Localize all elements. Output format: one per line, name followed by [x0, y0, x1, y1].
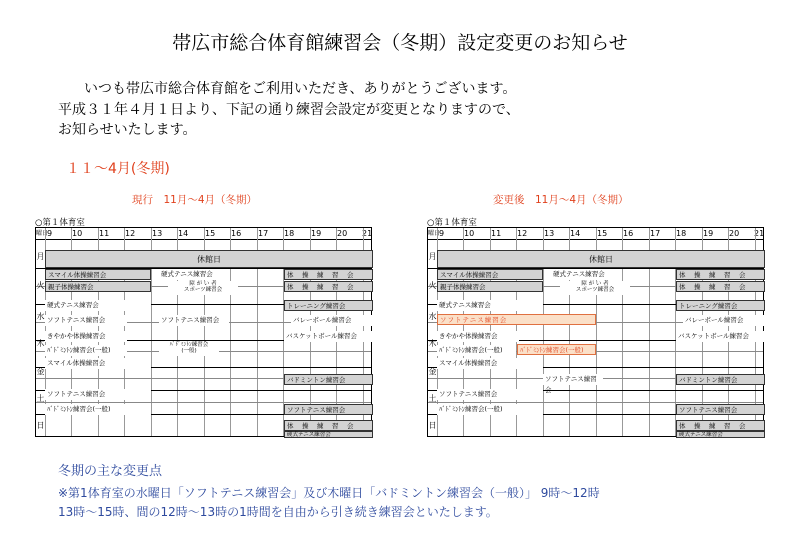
schedule-block: バドミントン練習会: [676, 374, 765, 385]
schedule-block-line: 障 が い 者: [189, 281, 217, 287]
schedule-block: ﾊﾞﾄﾞﾐﾝﾄﾝ練習会(一般): [437, 345, 516, 356]
schedule-block: ソフトテニス練習会: [45, 389, 151, 400]
intro-line-1: いつも帯広市総合体育館をご利用いただき、ありがとうございます。: [84, 81, 517, 97]
schedule-block: 硬式テニス練習会: [284, 431, 373, 438]
page-title: 帯広市総合体育館練習会（冬期）設定変更のお知らせ: [172, 32, 628, 54]
schedule-block: 体 操 練 習 会: [284, 281, 373, 292]
schedule-block: きやかや体操練習会: [437, 331, 519, 342]
day-label-thu: 木: [428, 339, 437, 348]
summary-heading: 冬期の主な変更点: [58, 464, 163, 479]
current-schedule-table: [35, 227, 372, 437]
day-label-wed: 水: [36, 312, 45, 321]
changed-schedule-block: ﾊﾞﾄﾞﾐﾝﾄﾝ練習会(一般): [517, 344, 596, 355]
hour-tick: 13: [544, 229, 555, 238]
hour-tick: 11: [491, 229, 502, 238]
day-label-fri: 金: [36, 367, 45, 376]
schedule-block-line: (一般): [181, 348, 197, 354]
hour-tick: 21: [362, 229, 373, 238]
schedule-block: 親子体操練習会: [45, 281, 151, 292]
schedule-block: トレーニング練習会: [284, 300, 373, 311]
day-label-mon: 月: [428, 252, 437, 261]
schedule-block: スマイル体操練習会: [437, 358, 543, 369]
schedule-block: バスケットボール練習会: [284, 331, 373, 342]
schedule-block: 硬式テニス練習会: [45, 300, 151, 311]
hour-tick: 9: [439, 229, 445, 238]
hour-tick: 9: [47, 229, 53, 238]
schedule-block: ソフトテニス練習会: [159, 315, 229, 326]
schedule-block: スマイル体操練習会: [45, 269, 151, 280]
schedule-block-line: スポーツ練習会: [183, 287, 223, 293]
schedule-block: [159, 342, 219, 356]
schedule-block: 体 操 練 習 会: [284, 269, 373, 280]
schedule-block: [168, 281, 238, 295]
schedule-block: 体 操 練 習 会: [284, 420, 373, 431]
day-label-sat: 土: [36, 394, 45, 403]
hour-tick: 20: [729, 229, 740, 238]
schedule-block: 硬式テニス練習会: [551, 269, 611, 280]
schedule-block: ﾊﾞﾄﾞﾐﾝﾄﾝ練習会(一般): [437, 404, 543, 415]
day-label-tue: 火: [428, 281, 437, 290]
schedule-block: 体 操 練 習 会: [676, 420, 765, 431]
day-label-mon: 月: [36, 252, 45, 261]
room-label: ○第１体育室: [427, 218, 477, 228]
schedule-block: ソフトテニス練習会: [437, 389, 543, 400]
schedule-block: スマイル体操練習会: [45, 358, 151, 369]
schedule-block: ソフトテニス練習会: [676, 404, 765, 415]
hour-tick: 14: [570, 229, 581, 238]
hour-tick: 20: [337, 229, 348, 238]
schedule-block: バドミントン練習会: [284, 374, 373, 385]
hour-tick: 15: [597, 229, 608, 238]
schedule-block: 硬式テニス練習会: [159, 269, 219, 280]
schedule-block: きやかや体操練習会: [45, 331, 127, 342]
current-schedule-caption: 現行 11月～4月（冬期）: [132, 194, 258, 206]
day-label-sat: 土: [428, 394, 437, 403]
summary-line-2: 13時～15時、間の12時～13時の1時間を自由から引き続き練習会といたします。: [58, 505, 498, 519]
schedule-block: スマイル体操練習会: [437, 269, 543, 280]
schedule-block-line: ﾊﾞﾄﾞﾐﾝﾄﾝ練習会: [169, 342, 209, 348]
hour-tick: 12: [517, 229, 528, 238]
schedule-block: トレーニング練習会: [676, 300, 765, 311]
schedule-block-line: 障 が い 者: [581, 281, 609, 287]
schedule-block: 硬式テニス練習会: [437, 300, 543, 311]
changed-schedule-table: [427, 227, 764, 437]
schedule-block-line: スポーツ練習会: [575, 287, 615, 293]
day-label-wed: 水: [428, 312, 437, 321]
schedule-block: ソフトテニス練習会: [45, 315, 127, 326]
hour-tick: 16: [231, 229, 242, 238]
schedule-block: ﾊﾞﾄﾞﾐﾝﾄﾝ練習会(一般): [45, 345, 127, 356]
closed-day-block: 休館日: [45, 250, 373, 268]
schedule-block: バレーボール練習会: [683, 315, 765, 326]
schedule-block: ソフトテニス練習会: [284, 404, 373, 415]
day-label-sun: 日: [428, 421, 437, 430]
hour-tick: 11: [99, 229, 110, 238]
room-label: ○第１体育室: [35, 218, 85, 228]
hour-tick: 13: [152, 229, 163, 238]
hour-tick: 15: [205, 229, 216, 238]
closed-day-block: 休館日: [437, 250, 765, 268]
day-label-thu: 木: [36, 339, 45, 348]
summary-line-1: ※第1体育室の水曜日「ソフトテニス練習会」及び木曜日「バドミントン練習会（一般）」 9時～12時: [58, 486, 600, 500]
schedule-block: 硬式テニス練習会: [676, 431, 765, 438]
changed-schedule-block: ソフトテニス練習会: [437, 314, 596, 325]
hour-tick: 10: [72, 229, 83, 238]
schedule-block: [560, 281, 630, 295]
day-header-label: 曜日: [428, 230, 441, 237]
schedule-block: ソフトテニス練習会: [543, 374, 603, 385]
intro-line-2: 平成３１年４月１日より、下記の通り練習会設定が変更となりますので、: [58, 102, 520, 118]
changed-schedule-caption: 変更後 11月～4月（冬期）: [493, 194, 629, 206]
day-label-tue: 火: [36, 281, 45, 290]
schedule-block: 親子体操練習会: [437, 281, 543, 292]
hour-tick: 19: [311, 229, 322, 238]
schedule-block: バスケットボール練習会: [676, 331, 765, 342]
intro-line-3: お知らせいたします。: [58, 122, 197, 138]
schedule-block: バレーボール練習会: [291, 315, 373, 326]
hour-tick: 18: [284, 229, 295, 238]
season-label: １１～4月(冬期): [66, 161, 170, 177]
hour-tick: 12: [125, 229, 136, 238]
hour-tick: 17: [650, 229, 661, 238]
hour-tick: 19: [703, 229, 714, 238]
hour-tick: 14: [178, 229, 189, 238]
hour-tick: 10: [464, 229, 475, 238]
day-header-label: 曜日: [36, 230, 49, 237]
row-divider: [36, 402, 371, 403]
row-divider: [428, 402, 763, 403]
hour-tick: 16: [623, 229, 634, 238]
day-label-sun: 日: [36, 421, 45, 430]
hour-tick: 18: [676, 229, 687, 238]
day-label-fri: 金: [428, 367, 437, 376]
schedule-block: 体 操 練 習 会: [676, 281, 765, 292]
hour-tick: 21: [754, 229, 765, 238]
hour-tick: 17: [258, 229, 269, 238]
schedule-block: 体 操 練 習 会: [676, 269, 765, 280]
schedule-block: ﾊﾞﾄﾞﾐﾝﾄﾝ練習会(一般): [45, 404, 151, 415]
